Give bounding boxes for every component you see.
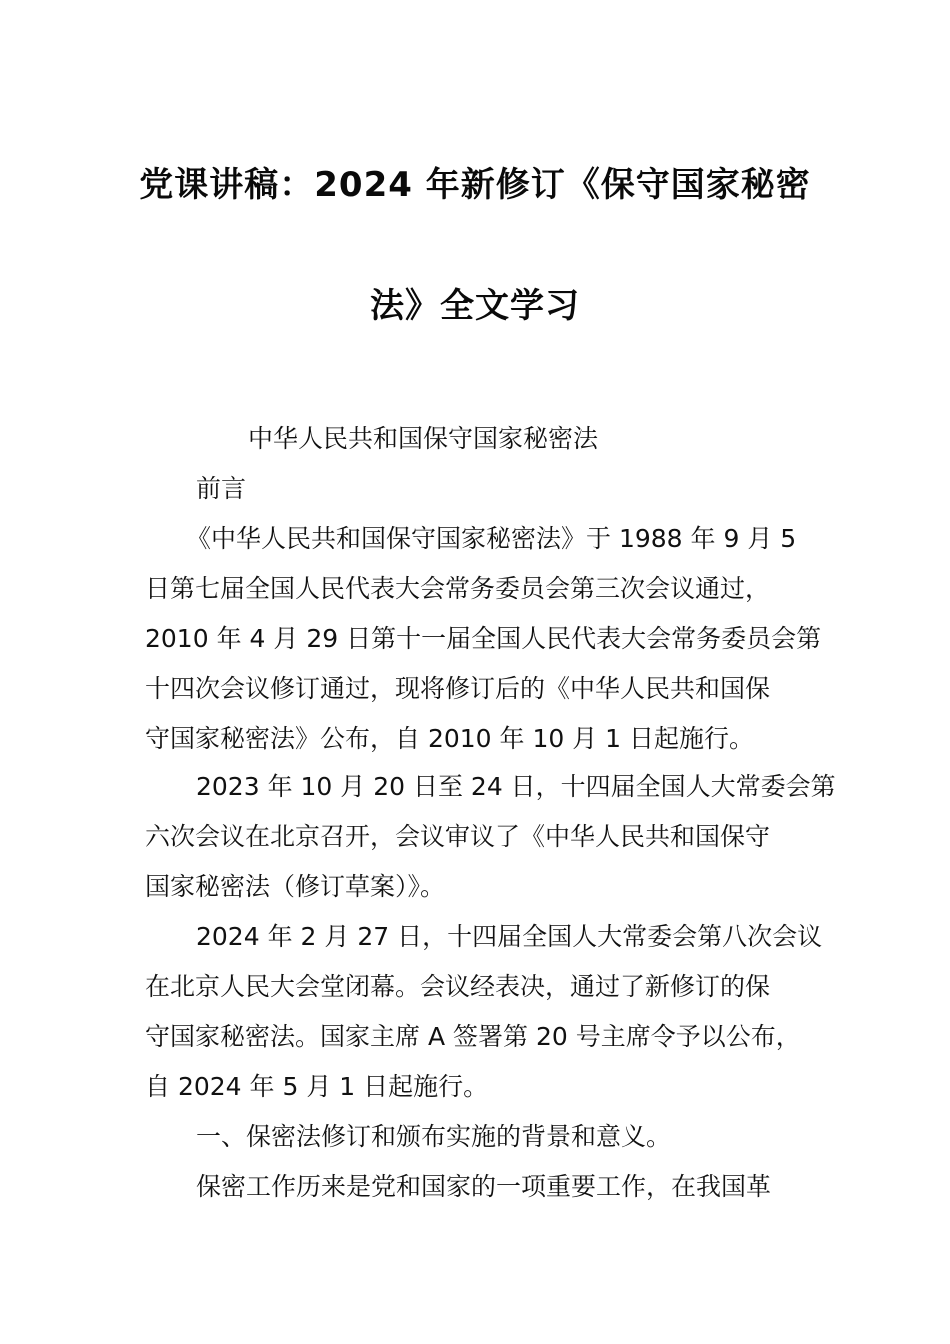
- document-title-line-1: 党课讲稿：2024 年新修订《保守国家秘密: [139, 165, 811, 205]
- paragraph-3-line-1: 2024 年 2 月 27 日，十四届全国人大常委会第八次会议: [196, 922, 823, 951]
- section-heading-1: 一、保密法修订和颁布实施的背景和意义。: [196, 1122, 672, 1151]
- paragraph-1-line-2: 日第七届全国人民代表大会常务委员会第三次会议通过，: [145, 574, 771, 603]
- law-name-heading: 中华人民共和国保守国家秘密法: [248, 424, 599, 453]
- paragraph-2-line-2: 六次会议在北京召开，会议审议了《中华人民共和国保守: [145, 822, 771, 851]
- paragraph-3-line-4: 自 2024 年 5 月 1 日起施行。: [145, 1072, 489, 1101]
- paragraph-3-line-3: 守国家秘密法。国家主席 A 签署第 20 号主席令予以公布，: [145, 1022, 801, 1051]
- document-title-line-2: 法》全文学习: [370, 286, 580, 326]
- paragraph-3-line-2: 在北京人民大会堂闭幕。会议经表决，通过了新修订的保: [145, 972, 771, 1001]
- paragraph-1-line-4: 十四次会议修订通过，现将修订后的《中华人民共和国保: [145, 674, 771, 703]
- paragraph-1-line-5: 守国家秘密法》公布，自 2010 年 10 月 1 日起施行。: [145, 724, 755, 753]
- paragraph-1-line-3: 2010 年 4 月 29 日第十一届全国人民代表大会常务委员会第: [145, 624, 822, 653]
- paragraph-2-line-3: 国家秘密法（修订草案）》。: [145, 872, 446, 901]
- paragraph-1-line-1: 《中华人民共和国保守国家秘密法》于 1988 年 9 月 5: [186, 524, 797, 553]
- paragraph-2-line-1: 2023 年 10 月 20 日至 24 日，十四届全国人大常委会第: [196, 772, 836, 801]
- preface-heading: 前言: [196, 474, 247, 503]
- paragraph-4-line-1: 保密工作历来是党和国家的一项重要工作，在我国革: [196, 1172, 772, 1201]
